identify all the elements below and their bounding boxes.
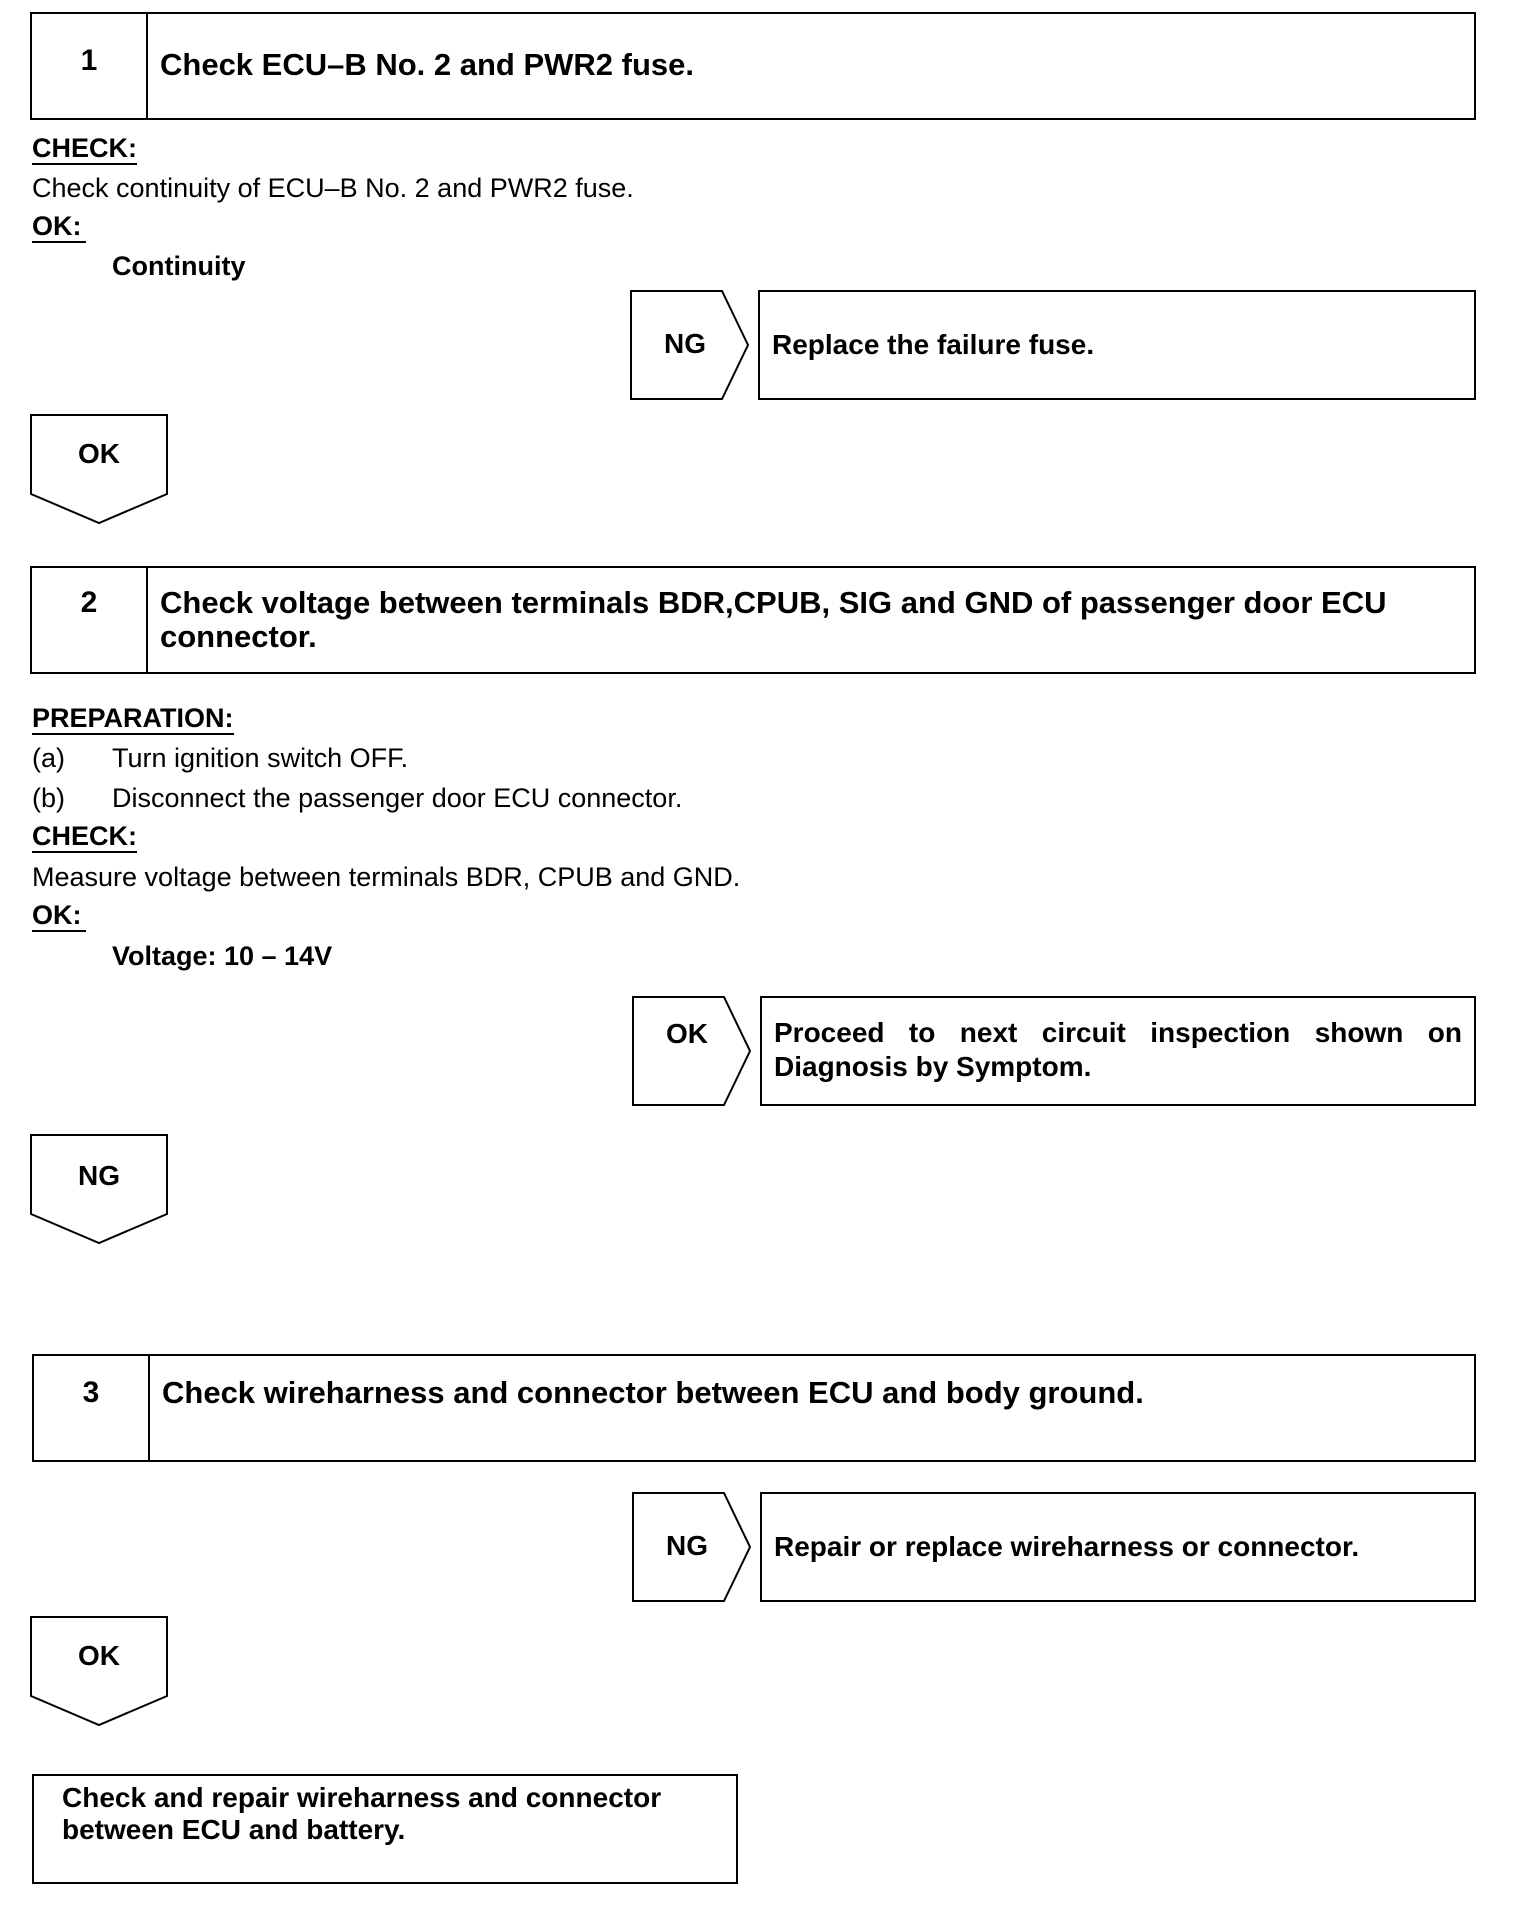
- step-1-check-label: CHECK:: [32, 133, 137, 163]
- step-2-prep-marker-b: (b): [32, 783, 65, 813]
- final-result-text: Check and repair wireharness and connector between ECU and battery.: [62, 1782, 662, 1845]
- step-2-prep-label: PREPARATION:: [32, 703, 234, 733]
- step-2-branch-label: OK: [666, 1018, 708, 1049]
- step-2-down-label: NG: [78, 1160, 120, 1191]
- step-2-check-label: CHECK:: [32, 821, 137, 851]
- step-2-ok-label: OK:: [32, 900, 86, 932]
- step-1-ok-label: OK:: [32, 211, 86, 243]
- step-2-branch-arrow: [632, 996, 752, 1108]
- step-3-branch-label: NG: [666, 1530, 708, 1561]
- step-3-title: Check wireharness and connector between ECU and body ground.: [162, 1375, 1144, 1410]
- step-1-number: 1: [80, 44, 98, 77]
- step-1-branch-label: NG: [664, 328, 706, 359]
- step-3-number-cell: [34, 1356, 150, 1460]
- step-3-down-arrow: [30, 1616, 170, 1728]
- step-2-prep-marker-a: (a): [32, 743, 65, 773]
- step-3-branch-result-box: [760, 1492, 1476, 1602]
- step-2-header: [30, 566, 1476, 674]
- step-1-branch-result: Replace the failure fuse.: [772, 329, 1095, 360]
- step-3-branch-result: Repair or replace wireharness or connector.: [774, 1531, 1360, 1562]
- step-1-number-cell: [32, 14, 148, 118]
- step-1-title: Check ECU–B No. 2 and PWR2 fuse.: [160, 47, 695, 82]
- step-1-down-arrow: [30, 414, 170, 526]
- step-2-prep-text-a: Turn ignition switch OFF.: [112, 743, 409, 773]
- step-3-number: 3: [82, 1376, 100, 1409]
- step-2-number-cell: [32, 568, 148, 672]
- step-1-branch-result-box: [758, 290, 1476, 400]
- step-1-header: [30, 12, 1476, 120]
- step-1-down-label: OK: [78, 438, 120, 469]
- step-2-branch-result-box: [760, 996, 1476, 1106]
- step-2-check-text: Measure voltage between terminals BDR, CPUB and GND.: [32, 862, 741, 892]
- step-2-number: 2: [80, 586, 98, 619]
- step-3-header: [32, 1354, 1476, 1462]
- step-2-branch-result: Proceed to next circuit inspection shown on Diagnosis by Symptom.: [774, 1017, 1462, 1082]
- step-1-ok-value: Continuity: [112, 251, 246, 281]
- step-2-prep-text-b: Disconnect the passenger door ECU connector.: [112, 783, 683, 813]
- final-result-box: [32, 1774, 738, 1884]
- step-3-down-label: OK: [78, 1640, 120, 1671]
- step-2-ok-value: Voltage: 10 – 14V: [112, 941, 333, 971]
- step-1-check-text: Check continuity of ECU–B No. 2 and PWR2 fuse.: [32, 173, 634, 203]
- step-2-title: Check voltage between terminals BDR,CPUB, SIG and GND of passenger door ECU connector.: [160, 585, 1387, 654]
